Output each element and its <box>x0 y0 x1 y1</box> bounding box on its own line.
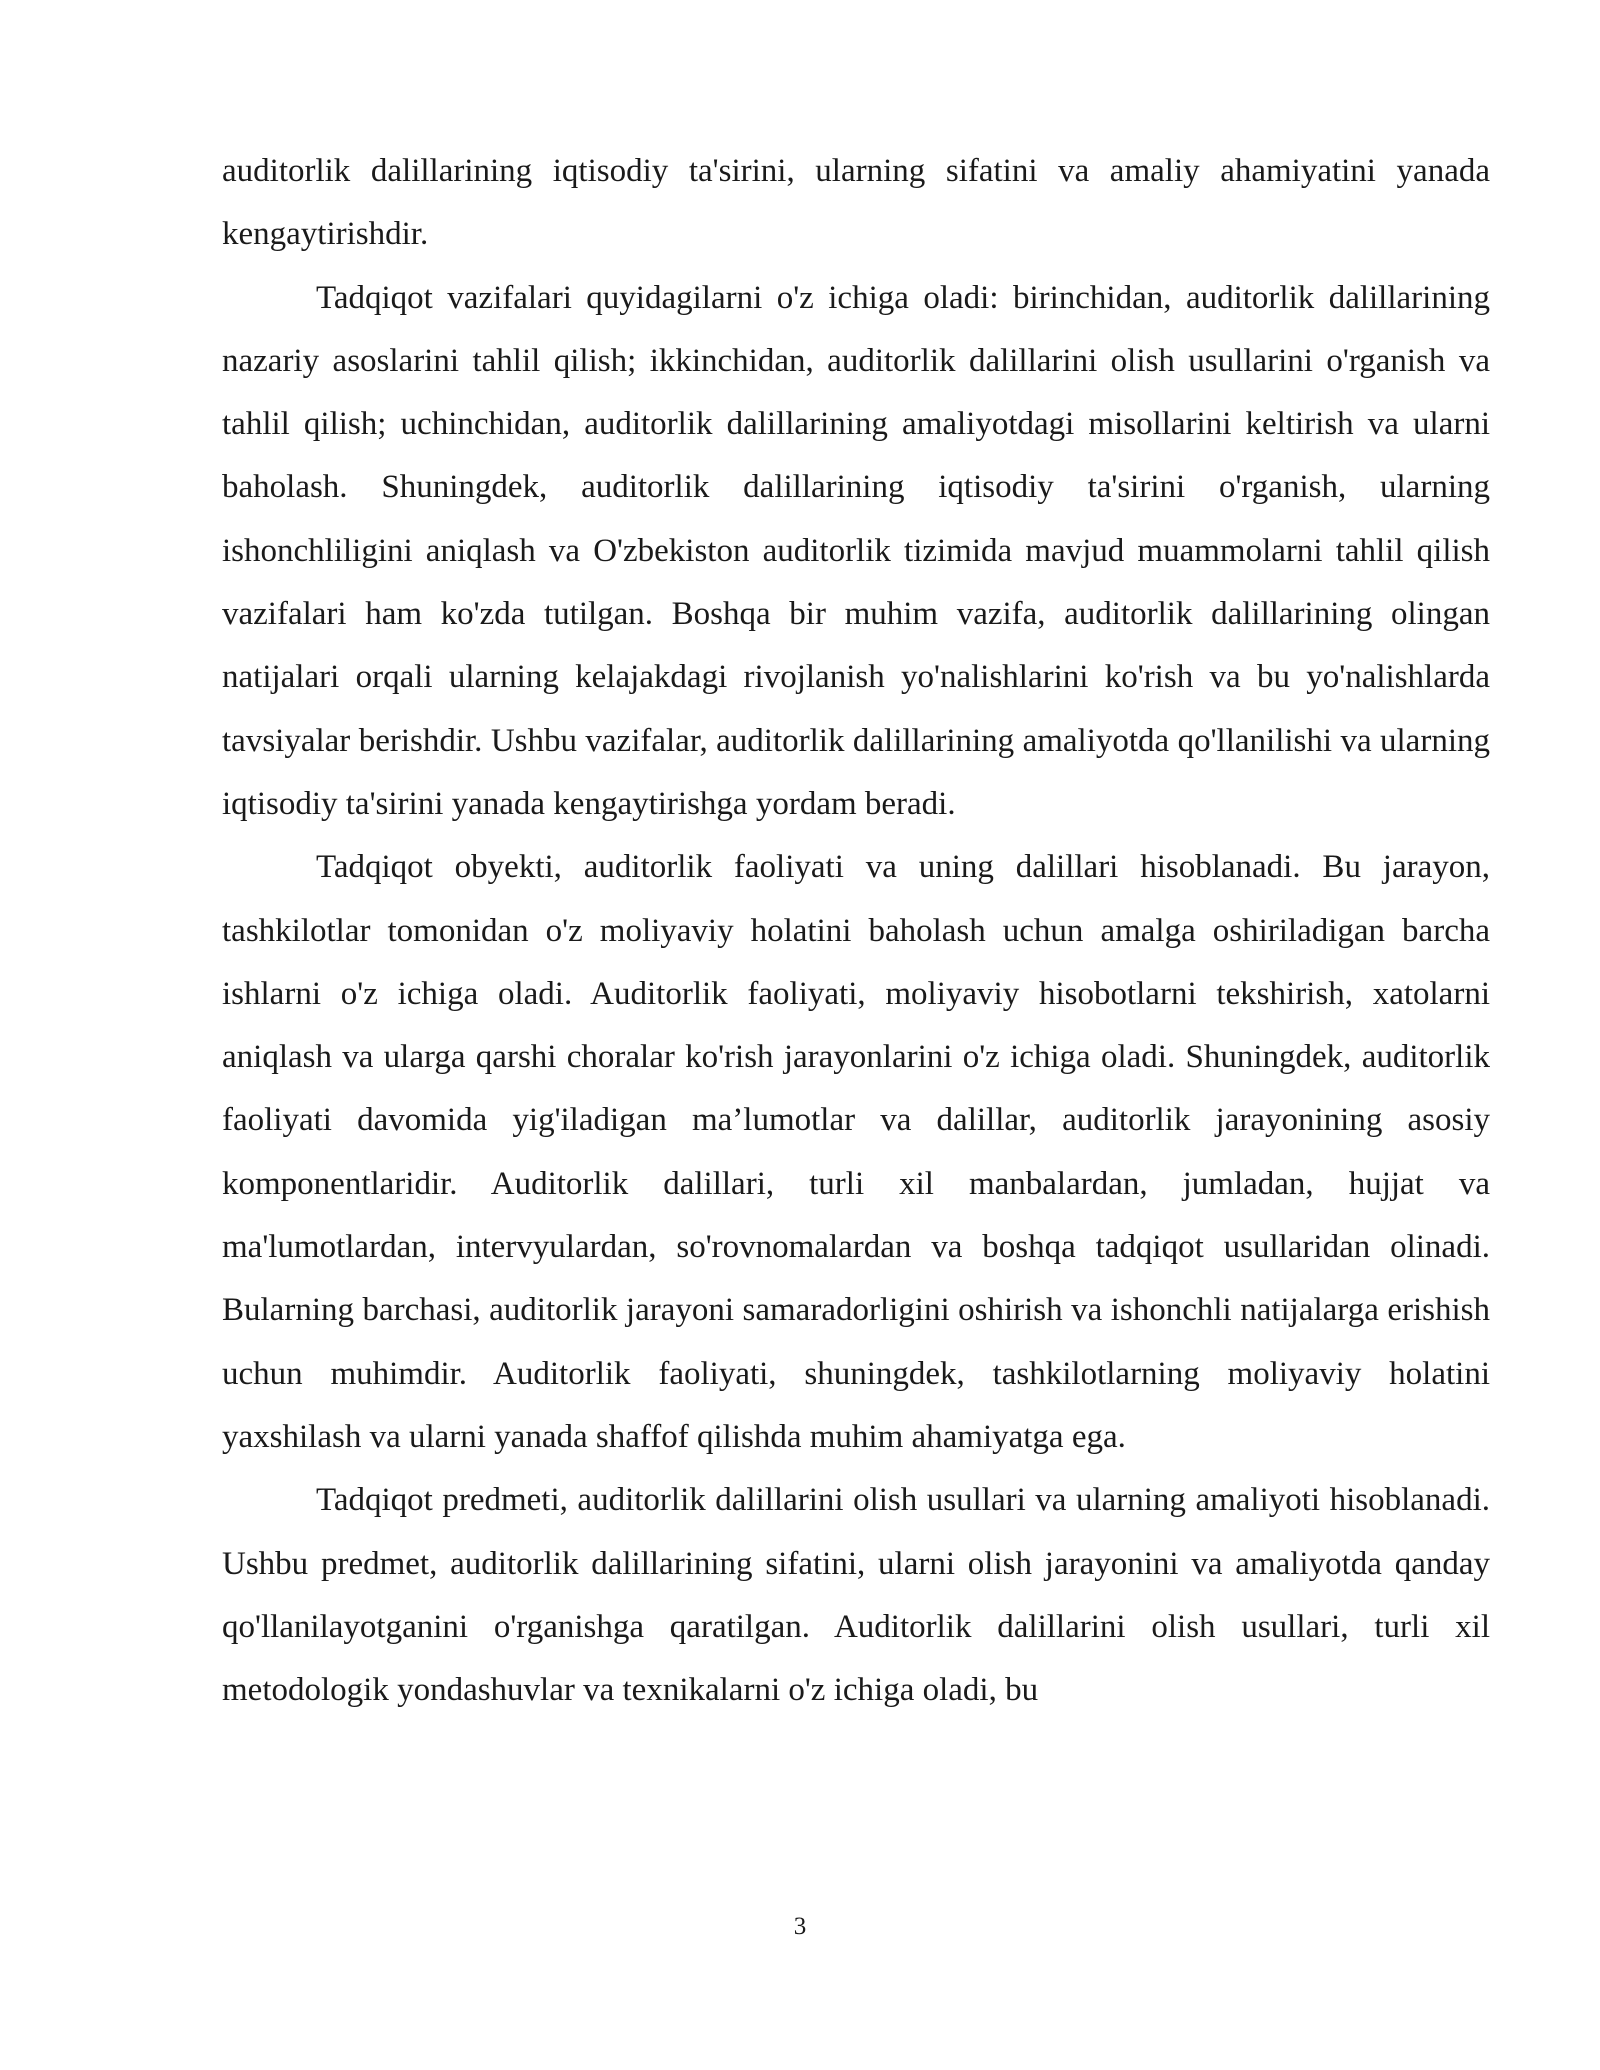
paragraph-1: auditorlik dalillarining iqtisodiy ta'sirini, ularning sifatini va amaliy ahamiyatini yanada kengaytirishdir. <box>222 153 1490 253</box>
paragraph-2: Tadqiqot vazifalari quyidagilarni o'z ichiga oladi: birinchidan, auditorlik dalillarining nazariy asoslarini tahlil qilish; ikkinchidan, auditorlik dalillarini olish usullarini o'rganish va tahlil qilish; uchinchidan, auditorlik dalillarining amaliyotdagi misollarini keltirish va ularni baholash. Shuningdek, auditorlik dalillarining iqtisodiy ta'sirini o'rganish, ularning ishonchliligini aniqlash va O'zbekiston auditorlik tizimida mavjud muammolarni tahlil qilish vazifalari ham ko'zda tutilgan. Boshqa bir muhim vazifa, auditorlik dalillarining olingan natijalari orqali ularning kelajakdagi rivojlanish yo'nalishlarini ko'rish va bu yo'nalishlarda tavsiyalar berishdir. Ushbu vazifalar, auditorlik dalillarining amaliyotda qo'llanilishi va ularning iqtisodiy ta'sirini yanada kengaytirishga yordam beradi. <box>222 279 1490 822</box>
body-text <box>222 140 1490 1722</box>
paragraph-3: Tadqiqot obyekti, auditorlik faoliyati va uning dalillari hisoblanadi. Bu jarayon, tashkilotlar tomonidan o'z moliyaviy holatini baholash uchun amalga oshiriladigan barcha ishlarni o'z ichiga oladi. Auditorlik faoliyati, moliyaviy hisobotlarni tekshirish, xatolarni aniqlash va ularga qarshi choralar ko'rish jarayonlarini o'z ichiga oladi. Shuningdek, auditorlik faoliyati davomida yig'iladigan ma’lumotlar va dalillar, auditorlik jarayonining asosiy komponentlaridir. Auditorlik dalillari, turli xil manbalardan, jumladan, hujjat va ma'lumotlardan, intervyulardan, so'rovnomalardan va boshqa tadqiqot usullaridan olinadi. Bularning barchasi, auditorlik jarayoni samaradorligini oshirish va ishonchli natijalarga erishish uchun muhimdir. Auditorlik faoliyati, shuningdek, tashkilotlarning moliyaviy holatini yaxshilash va ularni yanada shaffof qilishda muhim ahamiyatga ega. <box>222 849 1490 1455</box>
paragraph-4: Tadqiqot predmeti, auditorlik dalillarini olish usullari va ularning amaliyoti hisoblanadi. Ushbu predmet, auditorlik dalillarining sifatini, ularni olish jarayonini va amaliyotda qanday qo'llanilayotganini o'rganishga qaratilgan. Auditorlik dalillarini olish usullari, turli xil metodologik yondashuvlar va texnikalarni o'z ichiga oladi, bu <box>222 1482 1490 1709</box>
page-number: 3 <box>793 1913 807 1940</box>
